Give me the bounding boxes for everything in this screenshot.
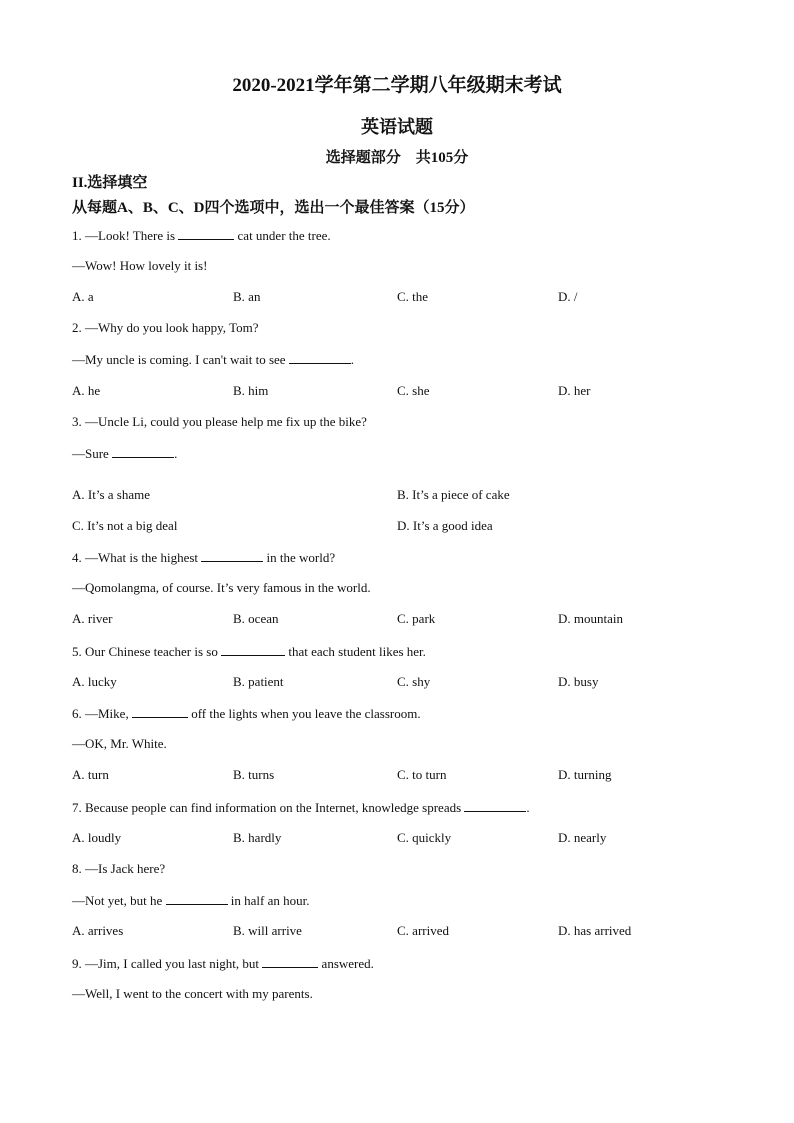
- part-title: 选择题部分 共105分: [325, 150, 469, 166]
- question-6-line-1: 6. —Mike, off the lights when you leave the classroom.: [72, 706, 421, 721]
- answer-blank: [289, 351, 351, 364]
- question-8-line-1: 8. —Is Jack here?: [72, 861, 166, 876]
- question-5-line-1: 5. Our Chinese teacher is so that each student likes her.: [72, 644, 426, 659]
- question-2-option-a: A. he: [72, 383, 101, 398]
- subject-title: 英语试题: [361, 117, 433, 137]
- question-5-option-d: D. busy: [558, 674, 599, 689]
- question-3-line-1: 3. —Uncle Li, could you please help me fix up the bike?: [72, 414, 367, 429]
- question-1-option-d: D. /: [558, 289, 578, 304]
- question-8-option-d: D. has arrived: [558, 923, 632, 938]
- question-7-option-c: C. quickly: [397, 830, 452, 845]
- answer-blank: [112, 445, 174, 458]
- question-2-line-2: —My uncle is coming. I can't wait to see .: [72, 352, 355, 367]
- answer-blank: [464, 799, 526, 812]
- question-1-line-1: 1. —Look! There is cat under the tree.: [72, 228, 331, 243]
- question-4-option-d: D. mountain: [558, 611, 623, 626]
- question-6-option-b: B. turns: [233, 767, 275, 782]
- question-9-line-1: 9. —Jim, I called you last night, but answered.: [72, 956, 374, 971]
- question-6-option-a: A. turn: [72, 767, 109, 782]
- question-1-option-c: C. the: [397, 289, 429, 304]
- question-4-line-1: 4. —What is the highest in the world?: [72, 550, 336, 565]
- section-heading: II.选择填空: [72, 175, 148, 191]
- answer-blank: [132, 705, 188, 718]
- question-3-option-a: A. It’s a shame: [72, 487, 150, 502]
- question-8-option-a: A. arrives: [72, 923, 124, 938]
- answer-blank: [178, 227, 234, 240]
- question-7-option-d: D. nearly: [558, 830, 607, 845]
- question-4-option-c: C. park: [397, 611, 436, 626]
- question-6-option-c: C. to turn: [397, 767, 447, 782]
- answer-blank: [221, 643, 285, 656]
- question-7-option-a: A. loudly: [72, 830, 122, 845]
- question-3-option-b: B. It’s a piece of cake: [397, 487, 510, 502]
- question-1-option-a: A. a: [72, 289, 94, 304]
- answer-blank: [166, 892, 228, 905]
- answer-blank: [262, 955, 318, 968]
- question-2-line-1: 2. —Why do you look happy, Tom?: [72, 320, 259, 335]
- question-7-option-b: B. hardly: [233, 830, 282, 845]
- question-5-option-b: B. patient: [233, 674, 284, 689]
- question-5-option-a: A. lucky: [72, 674, 117, 689]
- question-8-line-2: —Not yet, but he in half an hour.: [72, 893, 310, 908]
- question-7-line-1: 7. Because people can find information on the Internet, knowledge spreads .: [72, 800, 530, 815]
- question-8-option-b: B. will arrive: [233, 923, 302, 938]
- question-4-option-a: A. river: [72, 611, 113, 626]
- question-3-option-d: D. It’s a good idea: [397, 518, 493, 533]
- section-instruction: 从每题A、B、C、D四个选项中，选出一个最佳答案（15分）: [72, 200, 475, 216]
- question-6-option-d: D. turning: [558, 767, 612, 782]
- question-2-option-c: C. she: [397, 383, 430, 398]
- question-9-line-2: —Well, I went to the concert with my parents.: [72, 986, 313, 1001]
- question-1-option-b: B. an: [233, 289, 261, 304]
- question-1-line-2: —Wow! How lovely it is!: [72, 258, 208, 273]
- question-5-option-c: C. shy: [397, 674, 431, 689]
- answer-blank: [201, 549, 263, 562]
- question-4-line-2: —Qomolangma, of course. It’s very famous in the world.: [72, 580, 371, 595]
- question-3-line-2: —Sure .: [72, 446, 178, 461]
- question-8-option-c: C. arrived: [397, 923, 449, 938]
- question-4-option-b: B. ocean: [233, 611, 279, 626]
- question-2-option-b: B. him: [233, 383, 269, 398]
- question-3-option-c: C. It’s not a big deal: [72, 518, 178, 533]
- question-6-line-2: —OK, Mr. White.: [72, 736, 167, 751]
- exam-title: 2020-2021学年第二学期八年级期末考试: [232, 75, 562, 96]
- question-2-option-d: D. her: [558, 383, 591, 398]
